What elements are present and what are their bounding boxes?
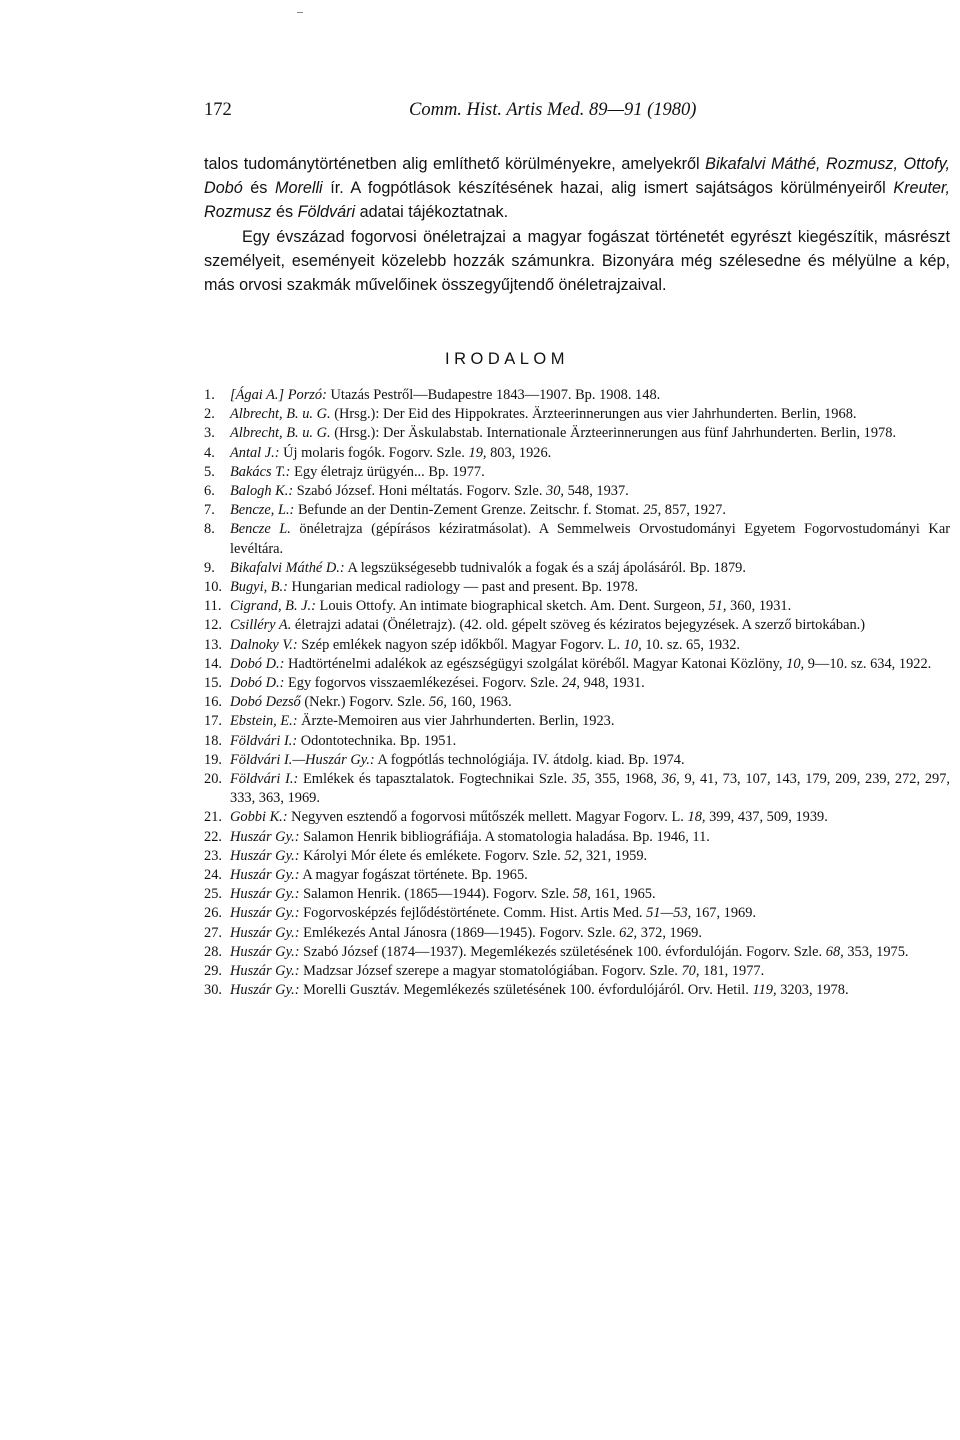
reference-item (204, 828, 950, 847)
page-number: 172 (204, 100, 232, 120)
reference-item (204, 597, 950, 616)
reference-item (204, 578, 950, 597)
text-run: A magyar fogászat története. Bp. 1965. (299, 867, 528, 884)
reference-item (204, 501, 950, 520)
italic-text: 30, (546, 483, 565, 500)
reference-number: 30. (204, 982, 222, 999)
reference-item (204, 962, 950, 981)
text-run: Károlyi Mór élete és emlékete. Fogorv. Szle. (299, 847, 565, 864)
italic-text: Albrecht, B. u. G. (230, 406, 331, 423)
italic-text: 24, (561, 675, 580, 692)
text-run: (Hrsg.): Der Eid des Hippokrates. Ärzteerinnerungen aus vier Jahrhunderten. Berlin, 1968. (330, 406, 857, 423)
italic-text: Gobbi K.: (230, 809, 288, 826)
italic-text: Huszár Gy.: (230, 847, 300, 864)
italic-text: 35, (571, 771, 590, 788)
italic-text: Huszár Gy.: (230, 905, 300, 922)
text-run: 3203, 1978. (776, 982, 849, 999)
scan-mark (297, 12, 303, 13)
text-run: 360, 1931. (726, 598, 792, 615)
reference-list (204, 386, 950, 1001)
italic-text: 119, (752, 982, 777, 999)
reference-number: 18. (204, 732, 222, 749)
italic-text: 10, (786, 655, 805, 672)
text-run: életrajzi adatai (Önéletrajz). (42. old. gépelt szöveg és kéziratos bejegyzések. A szerző birtokában.) (291, 617, 866, 634)
text-run: Louis Ottofy. An intimate biographical sketch. Am. Dent. Surgeon, (315, 598, 709, 615)
reference-number: 17. (204, 713, 222, 730)
reference-number: 7. (204, 502, 215, 519)
reference-number: 28. (204, 943, 222, 960)
text-run: Szabó József (1874—1937). Megemlékezés születésének 100. évfordulóján. Fogorv. Szle. (299, 943, 826, 960)
text-run: 9—10. sz. 634, 1922. (804, 655, 932, 672)
text-run: és (271, 203, 298, 222)
reference-number: 4. (204, 444, 215, 461)
italic-text: 19, (468, 444, 487, 461)
italic-text: Dobó Dezső (230, 694, 301, 711)
reference-number: 29. (204, 963, 222, 980)
reference-item (204, 712, 950, 731)
reference-number: 6. (204, 483, 215, 500)
reference-item (204, 751, 950, 770)
reference-number: 22. (204, 828, 222, 845)
text-run: Szép emlékek nagyon szép időkből. Magyar Fogorv. L. (297, 636, 624, 653)
page-header (204, 100, 960, 130)
italic-text: Bikafalvi Máthé D.: (230, 559, 345, 576)
reference-number: 10. (204, 579, 222, 596)
paragraph-2 (204, 225, 950, 298)
reference-item (204, 885, 950, 904)
text-run: Negyven esztendő a fogorvosi műtőszék mellett. Magyar Fogorv. L. (287, 809, 688, 826)
italic-text: Albrecht, B. u. G. (230, 425, 331, 442)
text-run: 857, 1927. (661, 502, 726, 519)
reference-number: 20. (204, 771, 222, 788)
section-title: IRODALOM (444, 350, 569, 368)
reference-item (204, 866, 950, 885)
italic-text: 56, (428, 694, 447, 711)
italic-text: Csilléry A. (230, 617, 292, 634)
reference-item (204, 520, 950, 558)
text-run: Emlékezés Antal Jánosra (1869—1945). Fogorv. Szle. (299, 924, 620, 941)
text-run: Salamon Henrik bibliográfiája. A stomatologia haladása. Bp. 1946, 11. (299, 828, 710, 845)
reference-number: 24. (204, 867, 222, 884)
text-run: Új molaris fogók. Fogorv. Szle. (279, 444, 469, 461)
reference-number: 8. (204, 521, 215, 538)
italic-text: 18, (687, 809, 706, 826)
text-run: és (242, 179, 275, 198)
text-run: Hungarian medical radiology — past and present. Bp. 1978. (287, 579, 639, 596)
text-run: Madzsar József szerepe a magyar stomatológiában. Fogorv. Szle. (299, 963, 682, 980)
text-run: Hadtörténelmi adalékok az egészségügyi szolgálat köréből. Magyar Katonai Közlöny, (284, 655, 787, 672)
reference-number: 5. (204, 463, 215, 480)
reference-item (204, 424, 950, 443)
reference-item (204, 904, 950, 923)
reference-item (204, 636, 950, 655)
text-run: 372, 1969. (637, 924, 702, 941)
reference-item (204, 386, 950, 405)
italic-text: Földvári I.: (230, 732, 298, 749)
reference-number: 21. (204, 809, 222, 826)
text-run: 181, 1977. (699, 963, 765, 980)
italic-text: Bakács T.: (230, 463, 291, 480)
reference-number: 15. (204, 675, 222, 692)
reference-number: 16. (204, 694, 222, 711)
italic-text: 58, (572, 886, 591, 903)
reference-number: 13. (204, 636, 222, 653)
reference-item (204, 616, 950, 635)
italic-text: Huszár Gy.: (230, 828, 300, 845)
text-run: A fogpótlás technológiája. IV. átdolg. kiad. Bp. 1974. (374, 751, 685, 768)
text-run: Salamon Henrik. (1865—1944). Fogorv. Szle. (299, 886, 573, 903)
reference-number: 12. (204, 617, 222, 634)
italic-text: Ebstein, E.: (230, 713, 298, 730)
reference-number: 19. (204, 751, 222, 768)
reference-number: 1. (204, 387, 215, 403)
text-run: Egy évszázad fogorvosi önéletrajzai a magyar fogászat történetét egyrészt kiegészítik, másrészt személyeit, eseményeit közelebb hozzák számunkra. Bizonyára még szélesedne és mélyülne a kép, más orvosi szakmák művelőinek összegyűjtendő önéletrajzaival. (204, 227, 950, 295)
reference-number: 11. (204, 598, 222, 615)
italic-text: Kreuter, Rozmusz (204, 179, 951, 222)
text-run: 948, 1931. (579, 675, 645, 692)
italic-text: Földvári I.: (230, 771, 299, 788)
italic-text: Földvári (297, 203, 356, 222)
text-run: 9, 41, 73, 107, 143, 179, 209, 239, 272, 297, 333, 363, 1969. (230, 771, 951, 807)
italic-text: Huszár Gy.: (230, 943, 300, 960)
reference-number: 26. (204, 905, 222, 922)
text-run: Emlékek és tapasztalatok. Fogtechnikai Szle. (298, 771, 572, 788)
italic-text: Bencze L. (230, 521, 291, 538)
reference-item (204, 847, 950, 866)
text-run: 353, 1975. (843, 943, 909, 960)
reference-item (204, 924, 950, 943)
reference-item (204, 482, 950, 501)
italic-text: Balogh K.: (230, 483, 294, 500)
reference-item (204, 444, 950, 463)
text-run: 161, 1965. (590, 886, 656, 903)
reference-item (204, 943, 950, 962)
italic-text: 25, (643, 502, 662, 519)
italic-text: Huszár Gy.: (230, 867, 300, 884)
text-run: 160, 1963. (446, 694, 512, 711)
reference-item (204, 655, 950, 674)
text-run: Morelli Gusztáv. Megemlékezés születésének 100. évfordulójáról. Orv. Hetil. (299, 982, 753, 999)
italic-text: Bencze, L.: (230, 502, 295, 519)
italic-text: Morelli (274, 179, 323, 198)
text-run: Szabó József. Honi méltatás. Fogorv. Szle. (293, 483, 547, 500)
text-run: önéletrajza (gépírásos kéziratmásolat). A Semmelweis Orvostudományi Egyetem Fogorvostudományi Kar levéltára. (230, 521, 950, 557)
text-run: 167, 1969. (691, 905, 757, 922)
text-run: A legszükségesebb tudnivalók a fogak és a száj ápolásáról. Bp. 1879. (344, 559, 746, 576)
italic-text: 52, (564, 847, 583, 864)
text-run: Egy fogorvos visszaemlékezései. Fogorv. Szle. (284, 675, 562, 692)
reference-number: 27. (204, 924, 222, 941)
italic-text: Huszár Gy.: (230, 924, 300, 941)
italic-text: Cigrand, B. J.: (230, 598, 316, 615)
italic-text: Antal J.: (230, 444, 280, 461)
text-run: ír. A fogpótlások készítésének hazai, alig ismert sajátságos körülményeiről (322, 179, 894, 198)
italic-text: Dobó D.: (230, 655, 285, 672)
reference-number: 3. (204, 425, 215, 442)
reference-number: 23. (204, 847, 222, 864)
text-run: 321, 1959. (582, 847, 648, 864)
text-run: 10. sz. 65, 1932. (641, 636, 741, 653)
italic-text: Bugyi, B.: (230, 579, 288, 596)
italic-text: Huszár Gy.: (230, 886, 300, 903)
italic-text: 36, (661, 771, 680, 788)
text-run: adatai tájékoztatnak. (355, 203, 509, 222)
text-run: Fogorvosképzés fejlődéstörténete. Comm. Hist. Artis Med. (299, 905, 647, 922)
reference-number: 14. (204, 655, 222, 672)
italic-text: Huszár Gy.: (230, 963, 300, 980)
text-run: 399, 437, 509, 1939. (705, 809, 828, 826)
paragraph-1 (204, 152, 950, 225)
italic-text: Huszár Gy.: (230, 982, 300, 999)
italic-text: 10, (623, 636, 642, 653)
reference-item (204, 981, 950, 1000)
italic-text: 68, (825, 943, 844, 960)
reference-item (204, 674, 950, 693)
reference-item (204, 770, 950, 808)
reference-item (204, 808, 950, 827)
italic-text: 51—53, (646, 905, 692, 922)
italic-text: Dobó D.: (230, 675, 285, 692)
text-run: 355, 1968, (589, 771, 662, 788)
italic-text: 62, (619, 924, 638, 941)
reference-item (204, 693, 950, 712)
text-run: Ärzte-Memoiren aus vier Jahrhunderten. Berlin, 1923. (297, 713, 615, 730)
italic-text: 51, (708, 598, 727, 615)
text-run: 803, 1926. (486, 444, 552, 461)
text-run: Befunde an der Dentin-Zement Grenze. Zeitschr. f. Stomat. (294, 502, 644, 519)
italic-text: Dalnoky V.: (230, 636, 298, 653)
reference-number: 9. (204, 559, 215, 576)
italic-text: Földvári I.—Huszár Gy.: (230, 751, 375, 768)
text-run: talos tudománytörténetben alig említhető körülményekre, amelyekről (204, 155, 706, 173)
text-run: (Hrsg.): Der Äskulabstab. Internationale Ärzteerinnerungen aus fünf Jahrhunderten. Berlin, 1978. (330, 425, 897, 442)
italic-text: 70, (681, 963, 700, 980)
text-run: (Nekr.) Fogorv. Szle. (300, 694, 429, 711)
reference-item (204, 463, 950, 482)
text-run: Utazás Pestről—Budapestre 1843—1907. Bp. 1908. 148. (326, 387, 661, 403)
reference-item (204, 405, 950, 424)
reference-number: 25. (204, 886, 222, 903)
reference-item (204, 732, 950, 751)
reference-number: 2. (204, 406, 215, 423)
running-head: Comm. Hist. Artis Med. 89—91 (1980) (409, 100, 697, 120)
text-run: Egy életrajz ürügyén... Bp. 1977. (290, 463, 485, 480)
text-run: Odontotechnika. Bp. 1951. (297, 732, 457, 749)
reference-item (204, 559, 950, 578)
italic-text: [Ágai A.] Porzó: (230, 387, 327, 403)
italic-text: Bikafalvi Máthé, Rozmusz, Ottofy, Dobó (204, 155, 950, 198)
text-run: 548, 1937. (564, 483, 629, 500)
body-text (204, 152, 950, 297)
